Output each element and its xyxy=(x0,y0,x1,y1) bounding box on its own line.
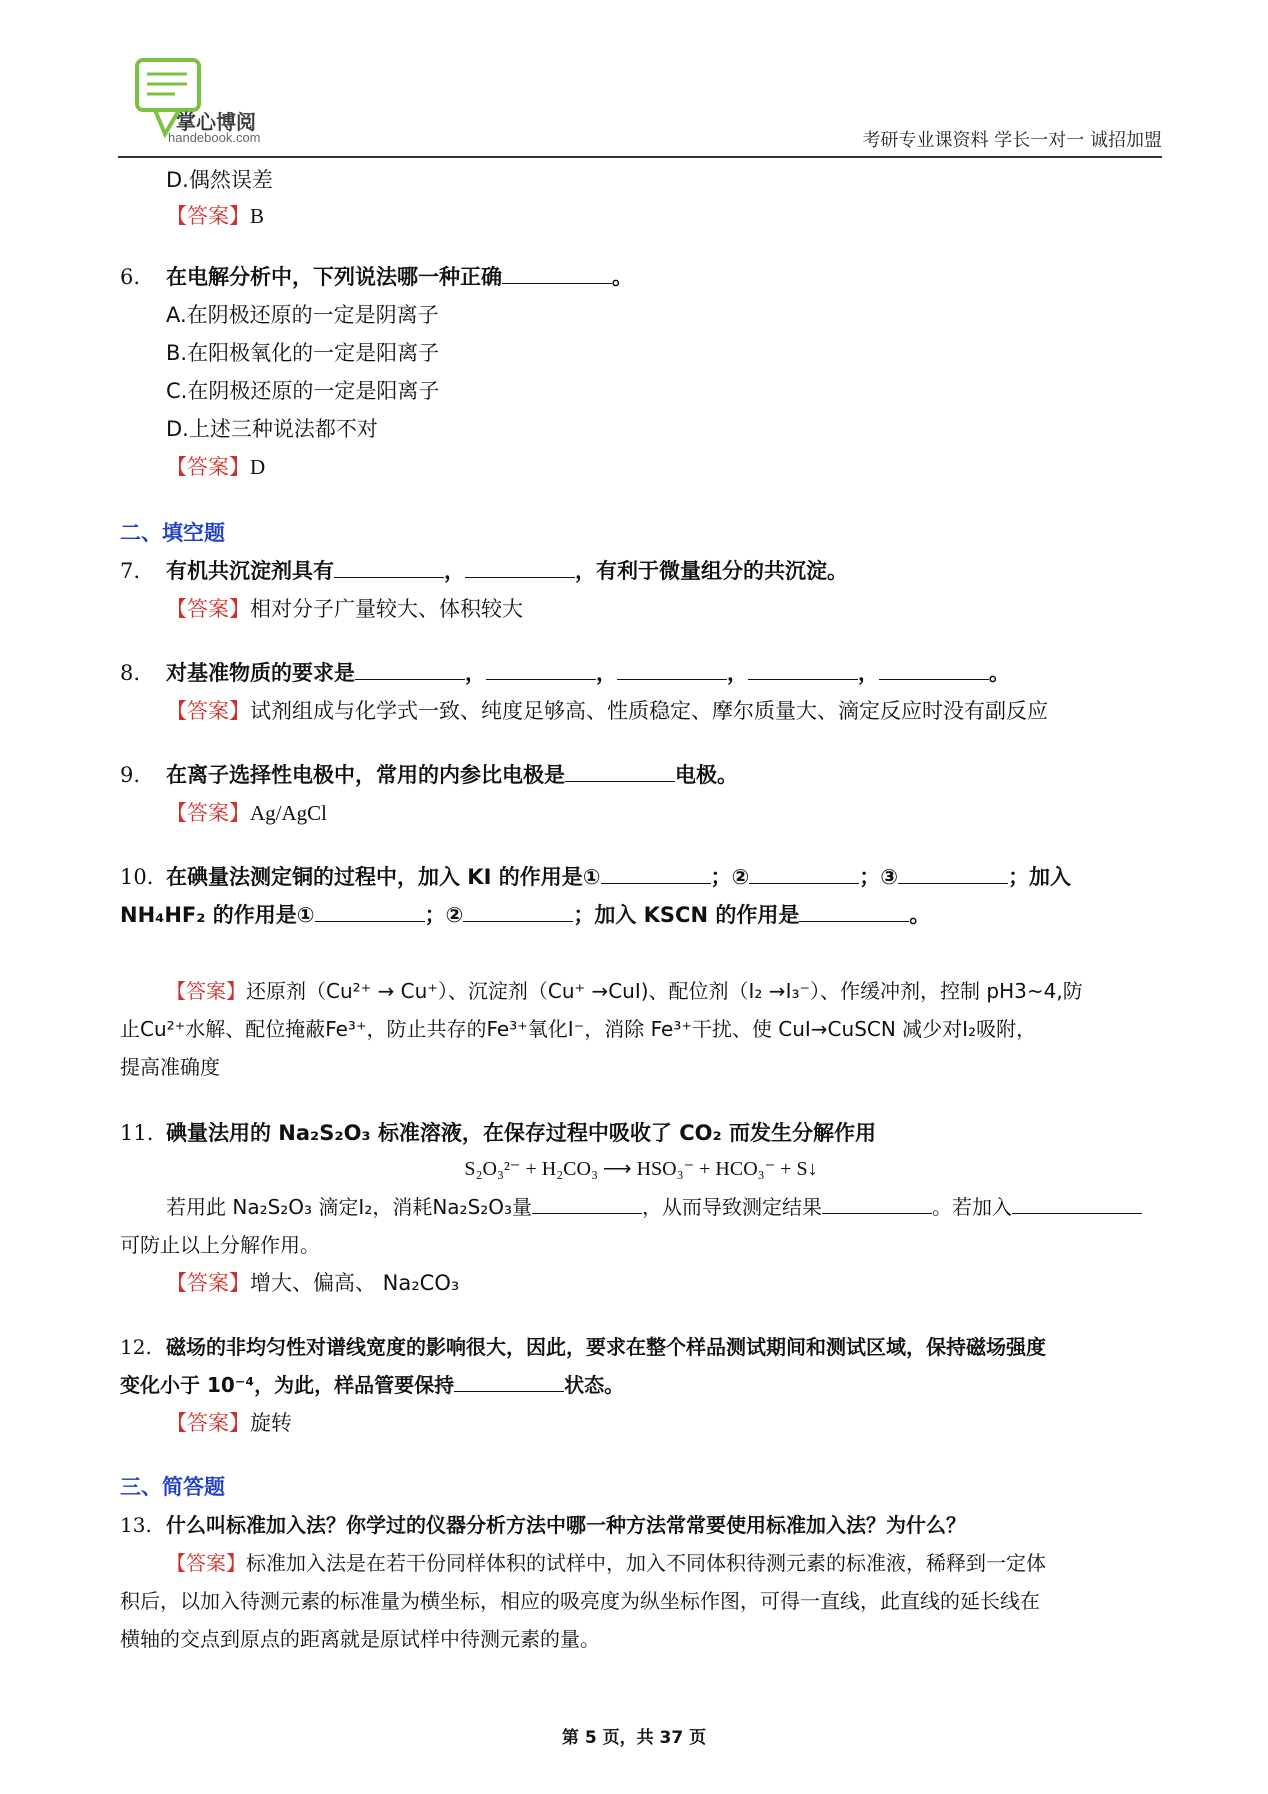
answer-7: 【答案】相对分子广量较大、体积较大 xyxy=(166,597,523,621)
answer-6: 【答案】D xyxy=(166,455,266,479)
option-d: D.上述三种说法都不对 xyxy=(166,417,378,441)
answer-10-cont: 止Cu²⁺水解、配位掩蔽Fe³⁺，防止共存的Fe³⁺氧化I⁻，消除 Fe³⁺干扰、使 CuI→CuSCN 减少对I₂吸附， xyxy=(120,1017,1037,1041)
answer-12: 【答案】旋转 xyxy=(166,1411,292,1435)
answer-11: 【答案】增大、偏高、 Na₂CO₃ xyxy=(166,1271,460,1295)
page-number: 第 5 页，共 37 页 xyxy=(561,1728,707,1748)
option-c: C.在阴极还原的一定是阳离子 xyxy=(166,379,440,403)
header-divider xyxy=(118,156,1162,158)
answer-blank xyxy=(502,263,612,284)
answer-5: 【答案】B xyxy=(166,204,265,228)
section-heading: 二、填空题 xyxy=(120,521,225,545)
question-11-cont: 可防止以上分解作用。 xyxy=(120,1233,320,1257)
question-10: 10. 在碘量法测定铜的过程中，加入 KI 的作用是① ；② ；③ ；加入 xyxy=(120,865,1072,889)
question-10-cont: NH₄HF₂ 的作用是① ；② ；加入 KSCN 的作用是 。 xyxy=(120,903,931,927)
answer-13: 【答案】标准加入法是在若干份同样体积的试样中，加入不同体积待测元素的标准液，稀释到一定体 xyxy=(166,1551,1046,1575)
answer-10: 【答案】还原剂（Cu²⁺ → Cu⁺）、沉淀剂（Cu⁺ →CuI)、配位剂（I₂ →I₃⁻）、作缓冲剂，控制 pH3~4,防 xyxy=(166,979,1083,1003)
answer-9: 【答案】Ag/AgCl xyxy=(166,801,328,825)
answer-13-cont: 积后，以加入待测元素的标准量为横坐标，相应的吸亮度为纵坐标作图，可得一直线，此直线的延长线在 xyxy=(120,1589,1040,1613)
question-9: 9. 在离子选择性电极中，常用的内参比电极是 电极。 xyxy=(120,763,738,787)
answer-tag: 【答案】 xyxy=(166,204,250,228)
header-tagline: 考研专业课资料 学长一对一 诚招加盟 xyxy=(862,130,1162,151)
question-13: 13. 什么叫标准加入法？你学过的仪器分析方法中哪一种方法常常要使用标准加入法？为什么？ xyxy=(120,1513,966,1537)
question-7: 7. 有机共沉淀剂具有 ， ，有利于微量组分的共沉淀。 xyxy=(120,559,848,583)
answer-8: 【答案】试剂组成与化学式一致、纯度足够高、性质稳定、摩尔质量大、滴定反应时没有副反应 xyxy=(166,699,1048,723)
question-8: 8. 对基准物质的要求是 ， ， ， ， 。 xyxy=(120,661,1010,685)
logo-text: 掌心博阅 xyxy=(176,110,256,134)
section-heading: 三、简答题 xyxy=(120,1475,225,1499)
answer-10-cont: 提高准确度 xyxy=(120,1055,220,1079)
question-12: 12. 磁场的非均匀性对谱线宽度的影响很大，因此，要求在整个样品测试期间和测试区域，保持磁场强度 xyxy=(120,1335,1046,1359)
answer-13-cont: 横轴的交点到原点的距离就是原试样中待测元素的量。 xyxy=(120,1627,600,1651)
option-a: A.在阴极还原的一定是阴离子 xyxy=(166,303,439,327)
option-b: B.在阳极氧化的一定是阳离子 xyxy=(166,341,440,365)
question-11-cont: 若用此 Na₂S₂O₃ 滴定I₂，消耗Na₂S₂O₃量 ，从而导致测定结果 。若加入 xyxy=(120,1192,1162,1222)
option-d: D.偶然误差 xyxy=(166,168,273,192)
question-11: 11. 碘量法用的 Na₂S₂O₃ 标准溶液，在保存过程中吸收了 CO₂ 而发生分解作用 xyxy=(120,1121,877,1145)
question-6: 6. 在电解分析中，下列说法哪一种正确 。 xyxy=(120,265,633,289)
equation: S₂O₃²⁻ + H₂CO₃ ⟶ HSO₃⁻ + HCO₃⁻ + S↓ xyxy=(464,1158,818,1180)
question-12-cont: 变化小于 10⁻⁴，为此，样品管要保持 状态。 xyxy=(120,1373,625,1397)
logo-subtext: handebook.com xyxy=(168,130,261,145)
